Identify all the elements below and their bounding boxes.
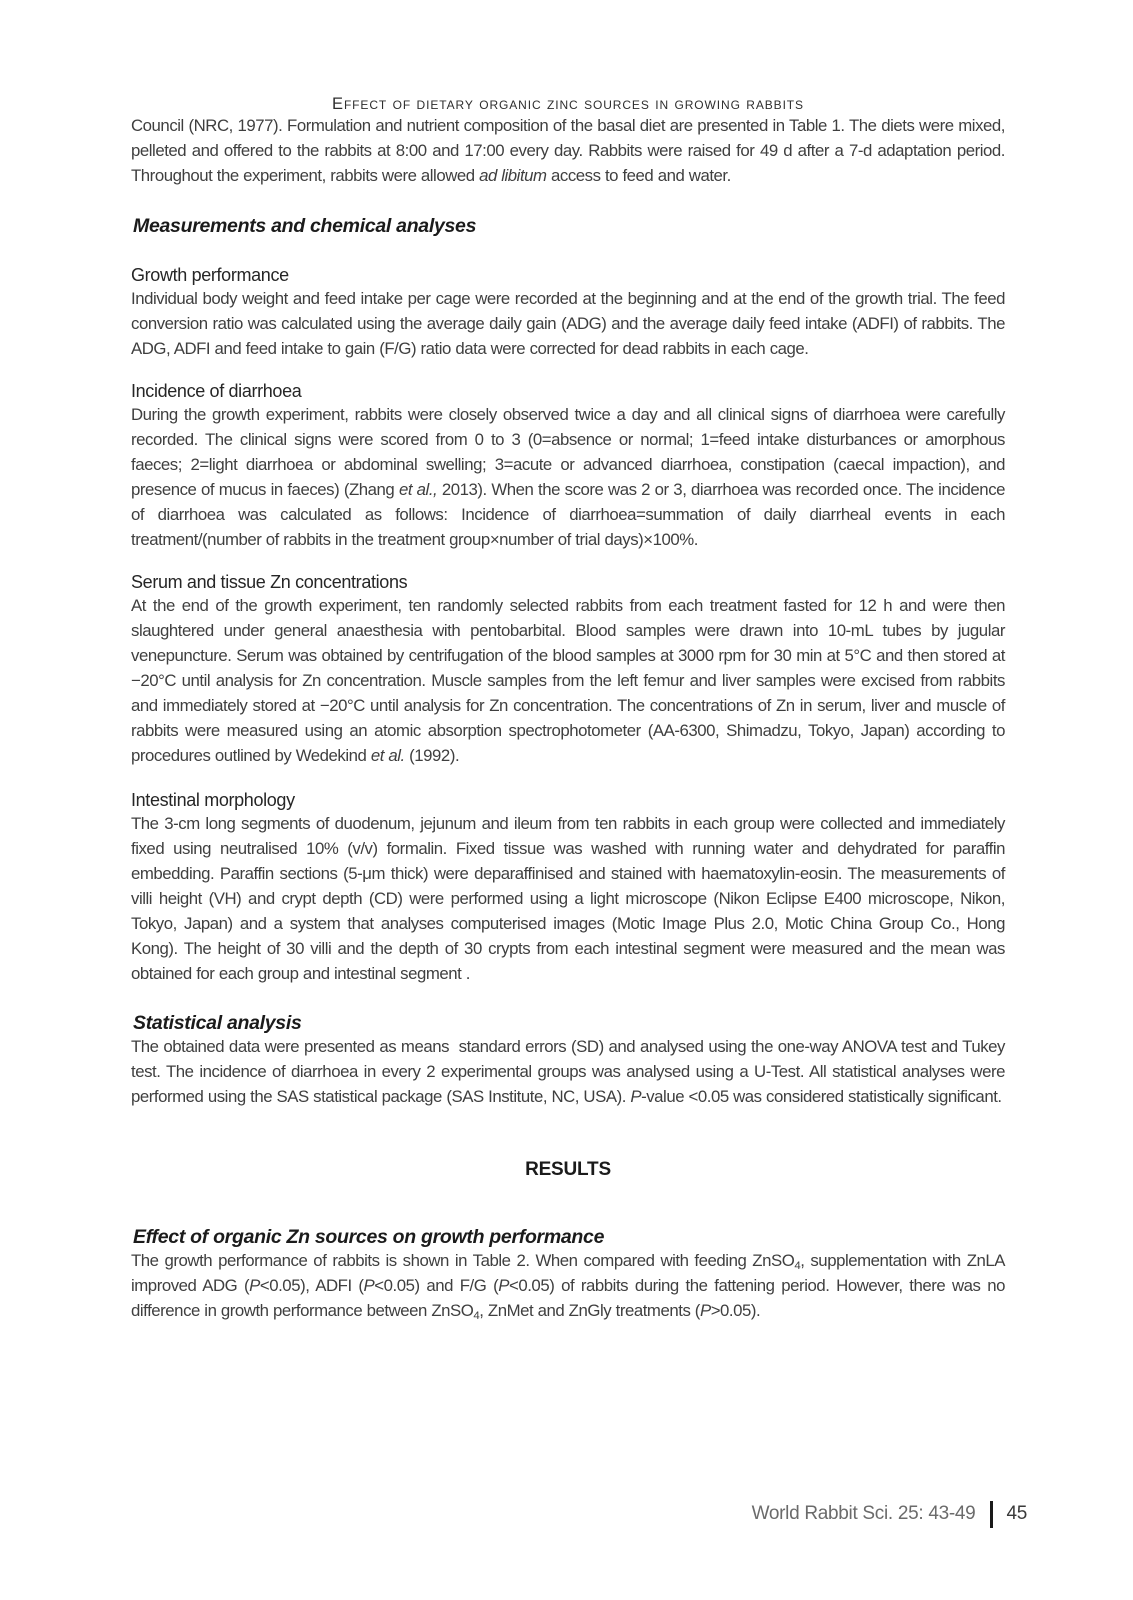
subheading-incidence-of-diarrhoea: Incidence of diarrhoea — [131, 381, 302, 401]
page-content — [131, 0, 1005, 1323]
section-heading-effect-of-organic-zn-sources: Effect of organic Zn sources on growth performance — [133, 1226, 605, 1248]
intestinal-morphology-paragraph: The 3-cm long segments of duodenum, jejunum and ileum from ten rabbits in each group were collected and immediately fixed using neutralised 10% (v/v) formalin. Fixed tissue was washed with running water and dehydrated for paraffin embedding. Paraffin sections (5-μm thick) were deparaffinised and stained with haematoxylin-eosin. The measurements of villi height (VH) and crypt depth (CD) were performed using a light microscope (Nikon Eclipse E400 microscope, Nikon, Tokyo, Japan) and a system that analyses computerised images (Motic Image Plus 2.0, Motic China Group Co., Hong Kong). The height of 30 villi and the depth of 30 crypts from each intestinal segment were measured and the mean was obtained for each group and intestinal segment . — [131, 814, 1005, 983]
results-heading: RESULTS — [525, 1159, 611, 1180]
subheading-serum-and-tissue-zn-concentrations: Serum and tissue Zn concentrations — [131, 572, 408, 592]
subheading-intestinal-morphology: Intestinal morphology — [131, 790, 295, 810]
footer-journal-reference: World Rabbit Sci. 25: 43-49 — [751, 1503, 976, 1524]
effect-growth-performance-paragraph: The growth performance of rabbits is shown in Table 2. When compared with feeding ZnSO$_4$, supplementation with ZnLA improved ADG (P<0.05), ADFI (P<0.05) and F/G (P<0.05) of rabbits during the fattening period. However, there was no difference in growth performance between ZnSO$_4$, ZnMet and ZnGly treatments (P>0.05). — [131, 1251, 1006, 1323]
page-footer — [752, 1498, 1027, 1530]
footer-separator-bar — [990, 1501, 993, 1528]
section-heading-measurements-and-chemical-analyses: Measurements and chemical analyses — [133, 215, 477, 237]
intro-paragraph: Council (NRC, 1977). Formulation and nutrient composition of the basal diet are presented in Table 1. The diets were mixed, pelleted and offered to the rabbits at 8:00 and 17:00 every day. Rabbits were raised for 49 d after a 7-d adaptation period. Throughout the experiment, rabbits were allowed ad libitum access to feed and water. — [131, 116, 1005, 185]
growth-performance-paragraph: Individual body weight and feed intake per cage were recorded at the beginning and at the end of the growth trial. The feed conversion ratio was calculated using the average daily gain (ADG) and the average daily feed intake (ADFI) of rabbits. The ADG, ADFI and feed intake to gain (F/G) ratio data were corrected for dead rabbits in each cage. — [131, 289, 1005, 358]
subheading-growth-performance: Growth performance — [131, 265, 289, 285]
statistical-analysis-paragraph: The obtained data were presented as means standard errors (SD) and analysed using the one-way ANOVA test and Tukey test. The incidence of diarrhoea in every 2 experimental groups was analysed using a U-Test. All statistical analyses were performed using the SAS statistical package (SAS Institute, NC, USA). P-value <0.05 was considered statistically significant. — [131, 1037, 1005, 1106]
running-head: Effect of dietary organic zinc sources in growing rabbits — [332, 95, 804, 113]
serum-tissue-zn-paragraph: At the end of the growth experiment, ten randomly selected rabbits from each treatment fasted for 12 h and were then slaughtered under general anaesthesia with pentobarbital. Blood samples were drawn into 10-mL tubes by jugular venepuncture. Serum was obtained by centrifugation of the blood samples at 3000 rpm for 30 min at 5°C and then stored at −20°C until analysis for Zn concentration. Muscle samples from the left femur and liver samples were excised from rabbits and immediately stored at −20°C until analysis for Zn concentration. The concentrations of Zn in serum, liver and muscle of rabbits were measured using an atomic absorption spectrophotometer (AA-6300, Shimadzu, Tokyo, Japan) according to procedures outlined by Wedekind et al. (1992). — [131, 596, 1005, 765]
incidence-of-diarrhoea-paragraph: During the growth experiment, rabbits were closely observed twice a day and all clinical signs of diarrhoea were carefully recorded. The clinical signs were scored from 0 to 3 (0=absence or normal; 1=feed intake disturbances or amorphous faeces; 2=light diarrhoea or abdominal swelling; 3=acute or advanced diarrhoea, constipation (caecal impaction), and presence of mucus in faeces) (Zhang et al., 2013). When the score was 2 or 3, diarrhoea was recorded once. The incidence of diarrhoea was calculated as follows: Incidence of diarrhoea=summation of daily diarrheal events in each treatment/(number of rabbits in the treatment group×number of trial days)×100%. — [131, 405, 1006, 549]
footer-page-number: 45 — [1006, 1503, 1027, 1524]
section-heading-statistical-analysis: Statistical analysis — [133, 1012, 302, 1034]
